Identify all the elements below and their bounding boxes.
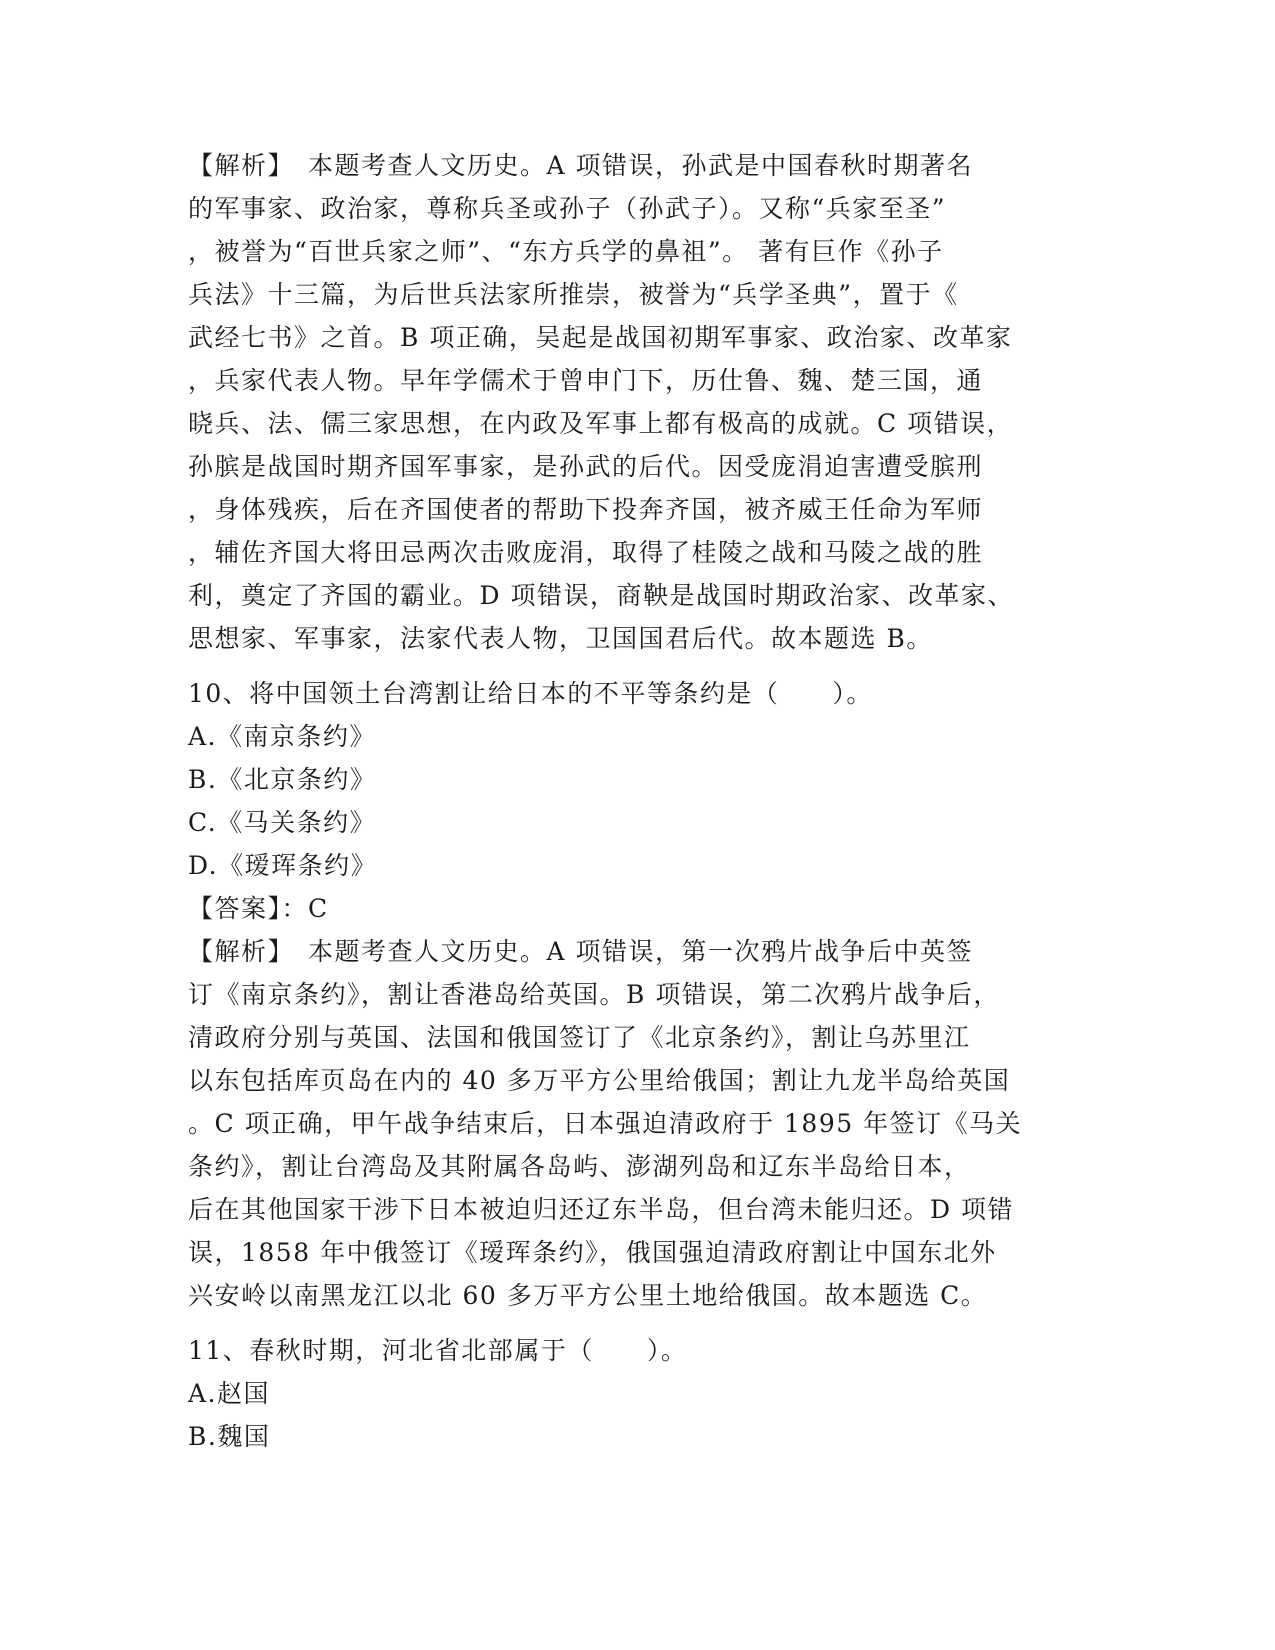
document-content (188, 144, 1088, 1458)
analysis-line: ，身体残疾，后在齐国使者的帮助下投奔齐国，被齐威王任命为军师 (188, 495, 984, 524)
analysis-line: 武经七书》之首。B 项正确，吴起是战国初期军事家、政治家、改革家 (188, 323, 1013, 352)
analysis-line: ，兵家代表人物。早年学儒术于曾申门下，历仕鲁、魏、楚三国，通 (188, 366, 984, 395)
option-c: C.《马关条约》 (188, 808, 377, 837)
answer-line: 【答案】：C (188, 894, 329, 923)
question-10 (188, 672, 1088, 1317)
q9-analysis (188, 144, 1088, 660)
question-stem: 11、春秋时期，河北省北部属于（ ）。 (188, 1336, 688, 1365)
q10-analysis (188, 930, 1088, 1317)
analysis-line: 【解析】 本题考查人文历史。A 项错误，孙武是中国春秋时期著名 (188, 151, 974, 180)
question-11 (188, 1329, 1088, 1458)
analysis-line: 【解析】 本题考查人文历史。A 项错误，第一次鸦片战争后中英签 (188, 937, 974, 966)
analysis-line: 误，1858 年中俄签订《瑷珲条约》，俄国强迫清政府割让中国东北外 (188, 1238, 997, 1267)
analysis-line: 以东包括库页岛在内的 40 多万平方公里给俄国；割让九龙半岛给英国 (188, 1066, 1011, 1095)
option-b: B.《北京条约》 (188, 765, 377, 794)
analysis-line: 兵法》十三篇，为后世兵法家所推崇，被誉为“兵学圣典”，置于《 (188, 280, 959, 309)
analysis-line: ，辅佐齐国大将田忌两次击败庞涓，取得了桂陵之战和马陵之战的胜 (188, 538, 984, 567)
analysis-line: 订《南京条约》，割让香港岛给英国。B 项错误，第二次鸦片战争后， (188, 980, 1000, 1009)
option-a: A.赵国 (188, 1379, 271, 1408)
analysis-line: 清政府分别与英国、法国和俄国签订了《北京条约》，割让乌苏里江 (188, 1023, 971, 1052)
analysis-line: ，被誉为“百世兵家之师”、“东方兵学的鼻祖”。 著有巨作《孙子 (188, 237, 944, 266)
analysis-line: 。C 项正确，甲午战争结束后，日本强迫清政府于 1895 年签订《马关 (188, 1109, 1023, 1138)
question-stem: 10、将中国领土台湾割让给日本的不平等条约是（ ）。 (188, 679, 873, 708)
analysis-line: 后在其他国家干涉下日本被迫归还辽东半岛，但台湾未能归还。D 项错 (188, 1195, 1014, 1224)
analysis-line: 晓兵、法、儒三家思想，在内政及军事上都有极高的成就。C 项错误， (188, 409, 1014, 438)
analysis-line: 思想家、军事家，法家代表人物，卫国国君后代。故本题选 B。 (188, 624, 933, 653)
analysis-line: 利，奠定了齐国的霸业。D 项错误，商鞅是战国时期政治家、改革家、 (188, 581, 1014, 610)
analysis-line: 条约》，割让台湾岛及其附属各岛屿、澎湖列岛和辽东半岛给日本， (188, 1152, 971, 1181)
option-d: D.《瑷珲条约》 (188, 851, 378, 880)
analysis-line: 兴安岭以南黑龙江以北 60 多万平方公里土地给俄国。故本题选 C。 (188, 1281, 988, 1310)
analysis-line: 的军事家、政治家，尊称兵圣或孙子（孙武子）。又称“兵家至圣” (188, 194, 947, 223)
option-a: A.《南京条约》 (188, 722, 377, 751)
option-b: B.魏国 (188, 1422, 271, 1451)
analysis-line: 孙膑是战国时期齐国军事家，是孙武的后代。因受庞涓迫害遭受膑刑 (188, 452, 984, 481)
